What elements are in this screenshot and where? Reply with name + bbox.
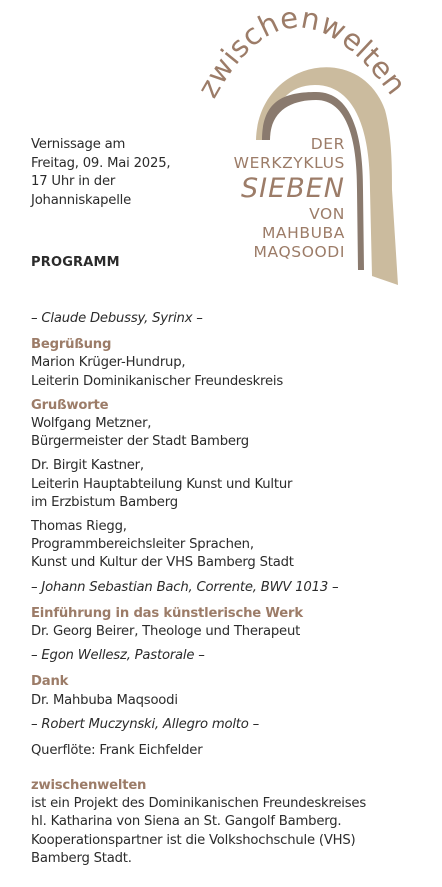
project-line: Kooperationspartner ist die Volkshochschule (VHS) (31, 832, 356, 848)
section-heading: Begrüßung (31, 337, 112, 353)
section-heading: Dank (31, 674, 69, 690)
program-list (31, 310, 431, 760)
vernissage-info (31, 136, 170, 210)
logo-word: zwischenwelten (190, 0, 414, 104)
project-line: ist ein Projekt des Dominikanischen Freundeskreises (31, 796, 367, 812)
speaker-block (31, 415, 431, 451)
title-main: SIEBEN (241, 173, 345, 204)
speaker-role: Programmbereichsleiter Sprachen, (31, 537, 254, 553)
program-heading: PROGRAMM (31, 255, 120, 270)
project-line: hl. Katharina von Siena an St. Gangolf Bamberg. (31, 814, 342, 830)
speaker-name: Dr. Mahbuba Maqsoodi (31, 692, 178, 708)
venue-line: Freitag, 09. Mai 2025, (31, 155, 171, 171)
project-note (31, 777, 431, 868)
project-line: Bamberg Stadt. (31, 850, 132, 866)
speaker-name: Dr. Birgit Kastner, (31, 458, 144, 474)
speaker-name: Wolfgang Metzner, (31, 416, 152, 432)
speaker-role: Kunst und Kultur der VHS Bamberg Stadt (31, 555, 294, 571)
title-block (234, 135, 345, 262)
music-item: – Robert Muczynski, Allegro molto – (31, 716, 260, 732)
venue-line: Johanniskapelle (31, 192, 132, 208)
speaker-role: Leiterin Dominikanischer Freundeskreis (31, 373, 284, 389)
speaker-role: im Erzbistum Bamberg (31, 494, 178, 510)
venue-line: Vernissage am (31, 137, 126, 152)
speaker-role: Leiterin Hauptabteilung Kunst und Kultur (31, 476, 293, 492)
speaker-block (31, 354, 431, 390)
speaker-name: Dr. Georg Beirer, Theologe und Therapeut (31, 624, 301, 640)
speaker-role: Bürgermeister der Stadt Bamberg (31, 434, 249, 450)
music-item: – Claude Debussy, Syrinx – (31, 311, 203, 326)
speaker-name: Marion Krüger-Hundrup, (31, 355, 186, 371)
title-line: WERKZYKLUS (233, 154, 345, 172)
section-heading: Einführung in das künstlerische Werk (31, 605, 303, 621)
venue-line: 17 Uhr in der (31, 174, 116, 189)
speaker-block (31, 457, 431, 512)
title-line: MAHBUBA (261, 224, 345, 242)
speaker-name: Thomas Riegg, (31, 519, 127, 535)
music-item: – Egon Wellesz, Pastorale – (31, 648, 205, 664)
section-heading: Grußworte (31, 397, 109, 413)
flute-credit: Querflöte: Frank Eichfelder (31, 743, 203, 759)
project-name: zwischenwelten (31, 778, 147, 793)
music-item: – Johann Sebastian Bach, Corrente, BWV 1013 – (31, 579, 339, 595)
title-line: MAQSOODI (253, 243, 345, 261)
speaker-block (31, 518, 431, 573)
title-line: DER (310, 135, 345, 153)
title-line: VON (309, 205, 345, 223)
